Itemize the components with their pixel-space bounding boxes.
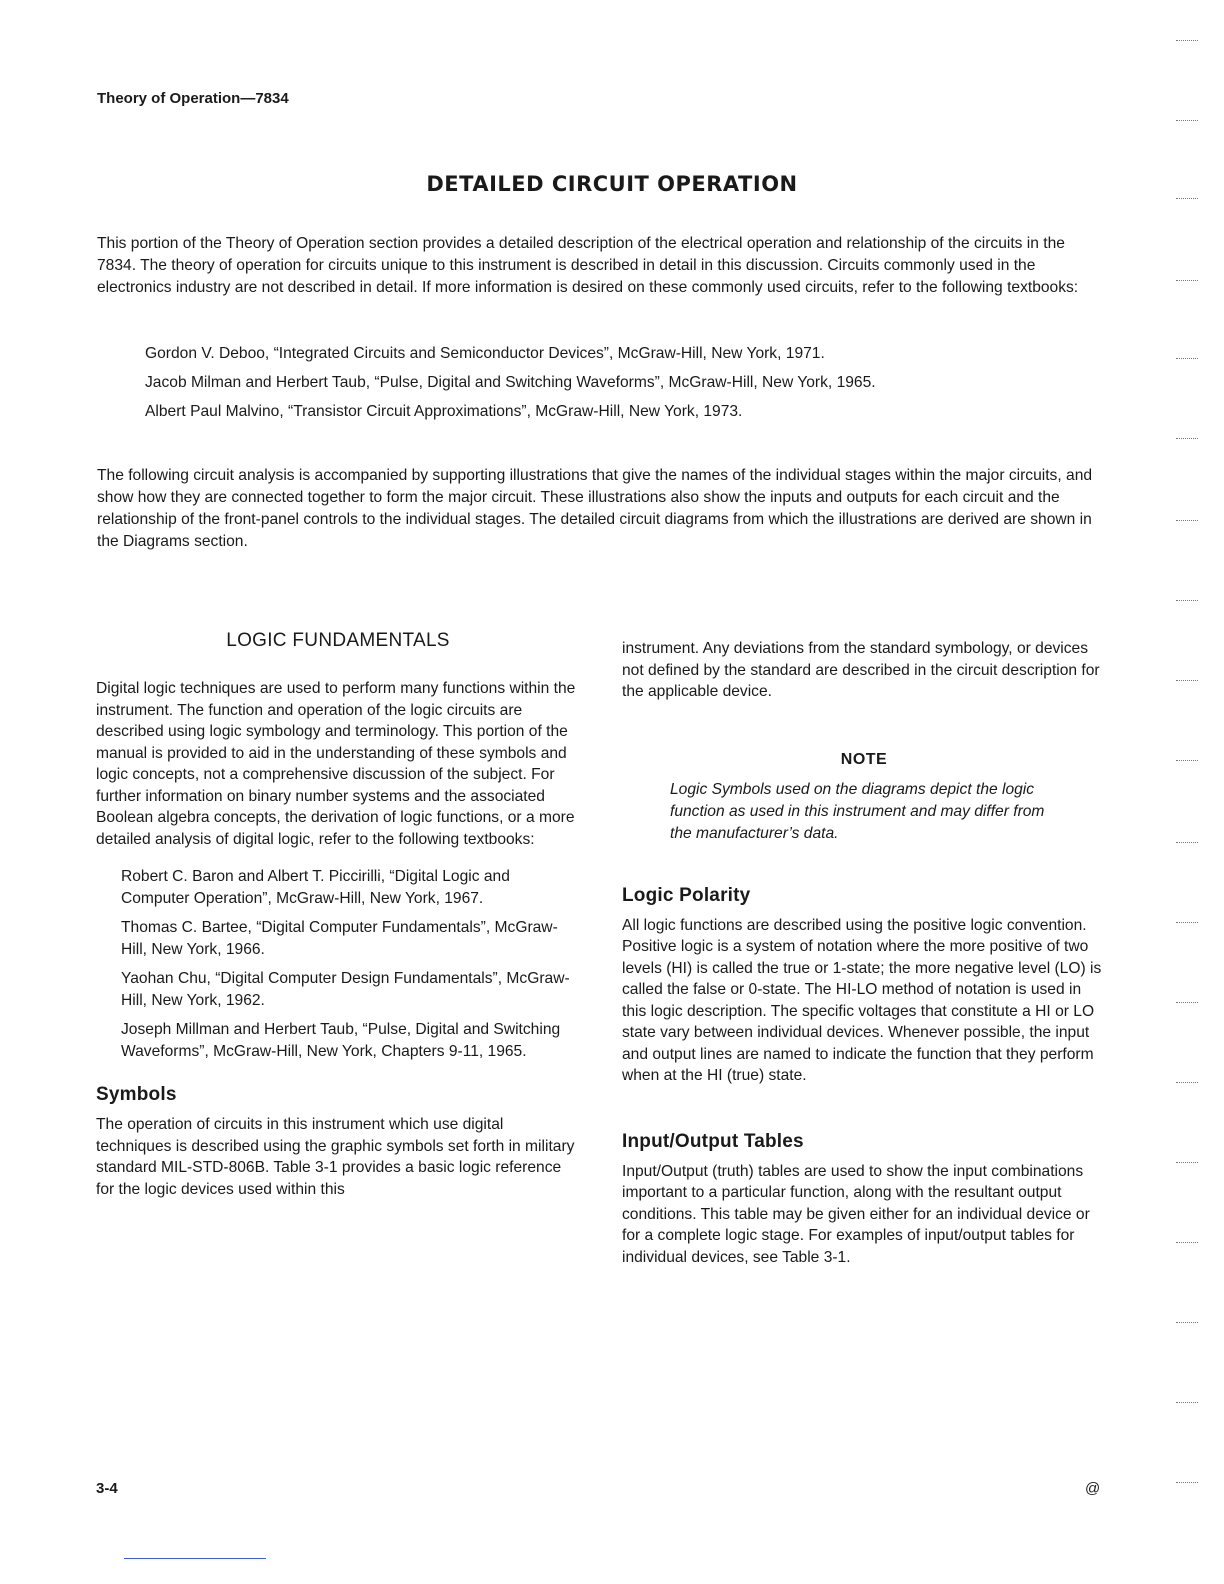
footer-rule — [124, 1558, 266, 1559]
page-title: DETAILED CIRCUIT OPERATION — [426, 172, 798, 196]
analysis-paragraph: The following circuit analysis is accompanied by supporting illustrations that give the names of the individual stages within the major circuits, and show how they are connected together to form the major circuit. These illustrations also show the inputs and outputs for each circuit and the relationship of the front-panel controls to the individual stages. The detailed circuit diagrams from which the illustrations are derived are shown in the Diagrams section. — [97, 467, 1093, 550]
symbols-continuation: instrument. Any deviations from the standard symbology, or devices not defined by the standard are described in the circuit description for the applicable device. — [622, 640, 1100, 700]
page-header: Theory of Operation—7834 — [97, 90, 289, 107]
symbols-paragraph: The operation of circuits in this instrument which use digital techniques is described using the graphic symbols set forth in military standard MIL-STD-806B. Table 3-1 provides a basic logic reference for the logic devices used within this — [96, 1116, 575, 1198]
reference-item: Yaohan Chu, “Digital Computer Design Fundamentals”, McGraw-Hill, New York, 1962. — [121, 970, 570, 1009]
logic-polarity-heading: Logic Polarity — [622, 884, 751, 906]
reference-item: Thomas C. Bartee, “Digital Computer Fundamentals”, McGraw-Hill, New York, 1966. — [121, 919, 558, 958]
edge-mark — [1176, 1482, 1198, 1483]
note-heading: NOTE — [840, 750, 888, 768]
left-column — [96, 630, 580, 1200]
edge-mark — [1176, 600, 1198, 601]
edge-mark — [1176, 1002, 1198, 1003]
copyright-mark: @ — [1085, 1480, 1101, 1497]
edge-mark — [1176, 1162, 1198, 1163]
note-text: Logic Symbols used on the diagrams depict the logic function as used in this instrument and may differ from the manufacturer’s data. — [670, 780, 1045, 842]
edge-mark — [1176, 280, 1198, 281]
logic-polarity-paragraph: All logic functions are described using the positive logic convention. Positive logic is a system of notation where the more positive of two levels (HI) is called the true or 1-state; the more negative level (LO) is called the false or 0-state. The HI-LO method of notation is used in this logic description. The specific voltages that constitute a HI or LO state vary between individual devices. Whenever possible, the input and output lines are named to indicate the function that they perform when at the HI (true) state. — [622, 916, 1102, 1084]
edge-mark — [1176, 1402, 1198, 1403]
io-tables-paragraph: Input/Output (truth) tables are used to show the input combinations important to a particular function, along with the resultant output conditions. This table may be given either for an individual device or for a complete logic stage. For examples of input/output tables for individual devices, see Table 3-1. — [622, 1162, 1090, 1266]
edge-mark — [1176, 842, 1198, 843]
right-column — [622, 638, 1106, 1268]
edge-mark — [1176, 922, 1198, 923]
edge-mark — [1176, 358, 1198, 359]
reference-item: Robert C. Baron and Albert T. Piccirilli, “Digital Logic and Computer Operation”, McGraw-Hill, New York, 1967. — [121, 868, 510, 907]
edge-mark — [1176, 1242, 1198, 1243]
edge-mark — [1176, 40, 1198, 41]
edge-mark — [1176, 760, 1198, 761]
reference-item: Albert Paul Malvino, “Transistor Circuit Approximations”, McGraw-Hill, New York, 1973. — [145, 403, 743, 420]
edge-mark — [1176, 1322, 1198, 1323]
reference-item: Gordon V. Deboo, “Integrated Circuits and Semiconductor Devices”, McGraw-Hill, New York, 1971. — [145, 345, 825, 362]
reference-item: Joseph Millman and Herbert Taub, “Pulse, Digital and Switching Waveforms”, McGraw-Hill, New York, Chapters 9-11, 1965. — [121, 1021, 561, 1060]
symbols-heading: Symbols — [96, 1084, 177, 1105]
intro-paragraph: This portion of the Theory of Operation section provides a detailed description of the electrical operation and relationship of the circuits in the 7834. The theory of operation for circuits unique to this instrument is described in detail in this discussion. Circuits commonly used in the electronics industry are not described in detail. If more information is desired on these commonly used circuits, refer to the following textbooks: — [97, 235, 1079, 296]
logic-fundamentals-paragraph: Digital logic techniques are used to perform many functions within the instrument. The function and operation of the logic circuits are described using logic symbology and terminology. This portion of the manual is provided to aid in the understanding of these symbols and logic concepts, not a comprehensive discussion of the subject. For further information on binary number systems and the associated Boolean algebra concepts, the derivation of logic functions, or a more detailed analysis of digital logic, refer to the following textbooks: — [96, 680, 576, 848]
logic-fundamentals-heading: LOGIC FUNDAMENTALS — [226, 630, 450, 651]
page-number: 3-4 — [96, 1480, 118, 1497]
io-tables-heading: Input/Output Tables — [622, 1130, 804, 1152]
edge-mark — [1176, 198, 1198, 199]
edge-mark — [1176, 1082, 1198, 1083]
logic-reference-list — [121, 866, 580, 1062]
edge-mark — [1176, 438, 1198, 439]
edge-mark — [1176, 680, 1198, 681]
edge-mark — [1176, 520, 1198, 521]
reference-item: Jacob Milman and Herbert Taub, “Pulse, Digital and Switching Waveforms”, McGraw-Hill, New York, 1965. — [145, 374, 876, 391]
edge-mark — [1176, 120, 1198, 121]
intro-reference-list — [145, 343, 1045, 430]
